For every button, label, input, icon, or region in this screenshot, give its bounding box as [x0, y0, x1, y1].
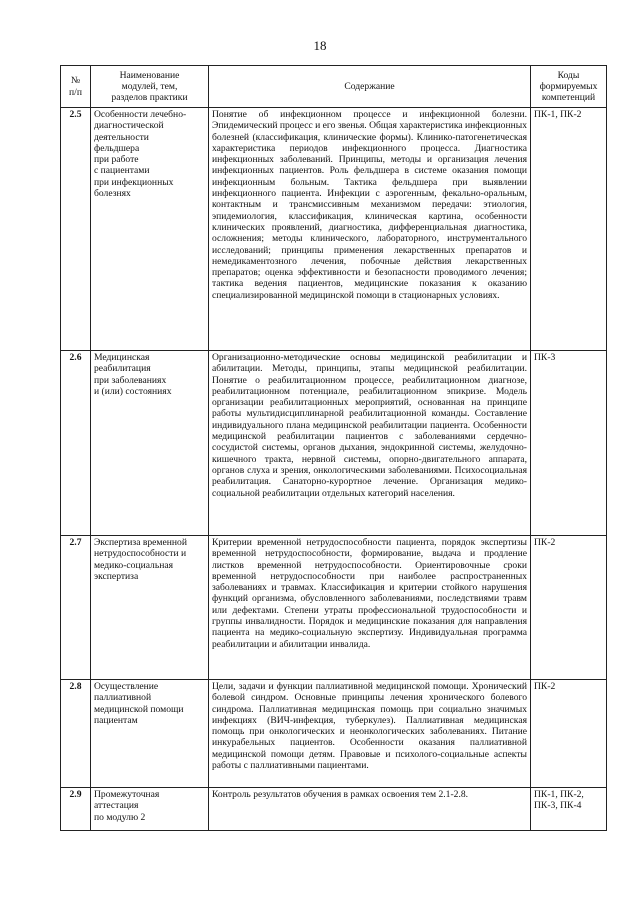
module-title: Промежуточная аттестация по модулю 2 [91, 788, 209, 831]
row-number: 2.6 [61, 351, 91, 536]
curriculum-table [60, 65, 607, 831]
competency-codes: ПК-1, ПК-2 [531, 108, 607, 351]
module-title: Осуществление паллиативной медицинской помощи пациентам [91, 680, 209, 788]
module-title: Медицинская реабилитация при заболеваниях и (или) состояниях [91, 351, 209, 536]
module-content: Организационно-методические основы медицинской реабилитации и абилитации. Методы, принципы, этапы медицинской реабилитации. Понятие о реабилитационном процессе, реабилитационном диагнозе, реабилитационном потенциале, реабилитационном эпикризе. Модель организации реабилитационных мероприятий, основанная на принципе работы мультидисциплинарной реабилитационной команды. Составление индивидуального плана медицинской реабилитации пациента. Особенности медицинской реабилитации пациентов с заболеваниями сердечно-сосудистой системы, органов дыхания, эндокринной системы, желудочно-кишечного тракта, нервной системы, опорно-двигательного аппарата, органов слуха и зрения, онкологическими заболеваниями. Психосоциальная реабилитация. Санаторно-курортное лечение. Организация медико-социальной реабилитации отдельных категорий населения. [209, 351, 531, 536]
header-codes: Коды формируемых компетенций [531, 66, 607, 108]
module-content: Контроль результатов обучения в рамках освоения тем 2.1-2.8. [209, 788, 531, 831]
header-content: Содержание [209, 66, 531, 108]
header-num: № п/п [61, 66, 91, 108]
table-row [61, 351, 607, 536]
row-number: 2.9 [61, 788, 91, 831]
row-number: 2.7 [61, 536, 91, 680]
table-row [61, 788, 607, 831]
row-number: 2.5 [61, 108, 91, 351]
competency-codes: ПК-2 [531, 536, 607, 680]
module-title: Особенности лечебно- диагностической деятельности фельдшера при работе с пациентами при инфекционных болезнях [91, 108, 209, 351]
competency-codes: ПК-1, ПК-2, ПК-3, ПК-4 [531, 788, 607, 831]
header-module: Наименование модулей, тем, разделов практики [91, 66, 209, 108]
table-row [61, 108, 607, 351]
module-content: Критерии временной нетрудоспособности пациента, порядок экспертизы временной нетрудоспособности, формирование, выдача и продление листков временной нетрудоспособности. Ориентировочные сроки временной нетрудоспособности при наиболее распространенных заболеваниях и травмах. Классификация и критерии стойкого нарушения функций организма, обусловленного заболеваниями, последствиями травм или дефектами. Степени утраты профессиональной трудоспособности и группы инвалидности. Порядок и медицинские показания для направления пациента на медико-социальную экспертизу. Индивидуальная программа реабилитации и абилитации инвалида. [209, 536, 531, 680]
module-title: Экспертиза временной нетрудоспособности и медико-социальная экспертиза [91, 536, 209, 680]
table-row [61, 680, 607, 788]
competency-codes: ПК-2 [531, 680, 607, 788]
module-content: Понятие об инфекционном процессе и инфекционной болезни. Эпидемический процесс и его звенья. Общая характеристика инфекционных болезней (классификация, клинические формы). Клинико-патогенетическая характеристика периодов инфекционного процесса. Диагностика инфекционных заболеваний. Принципы, методы и организация лечения инфекционных пациентов. Роль фельдшера в системе оказания помощи инфекционным больным. Тактика фельдшера при выявлении инфекционного пациента. Инфекции с аэрогенным, фекально-оральным, контактным и трансмиссивным механизмом передачи: этиология, эпидемиология, классификация, клиническая картина, особенности клинических проявлений, диагностика, дифференциальная диагностика, осложнения; методы клинического, лабораторного, инструментального исследований; принципы применения лекарственных препаратов и немедикаментозного лечения, побочные действия лекарственных препаратов; оценка эффективности и безопасности проводимого лечения; тактика ведения пациентов, медицинские показания к оказанию специализированной медицинской помощи в стационарных условиях. [209, 108, 531, 351]
row-number: 2.8 [61, 680, 91, 788]
table-row [61, 536, 607, 680]
table-header-row [61, 66, 607, 108]
page-number: 18 [313, 38, 327, 53]
competency-codes: ПК-3 [531, 351, 607, 536]
module-content: Цели, задачи и функции паллиативной медицинской помощи. Хронический болевой синдром. Основные принципы лечения хронического болевого синдрома. Паллиативная медицинская помощь при социально значимых инфекциях (ВИЧ-инфекция, туберкулез). Паллиативная медицинская помощь при онкологических и неонкологических заболеваниях. Питание инкурабельных пациентов. Особенности оказания паллиативной медицинской помощи детям. Правовые и психолого-социальные аспекты работы с паллиативными пациентами. [209, 680, 531, 788]
